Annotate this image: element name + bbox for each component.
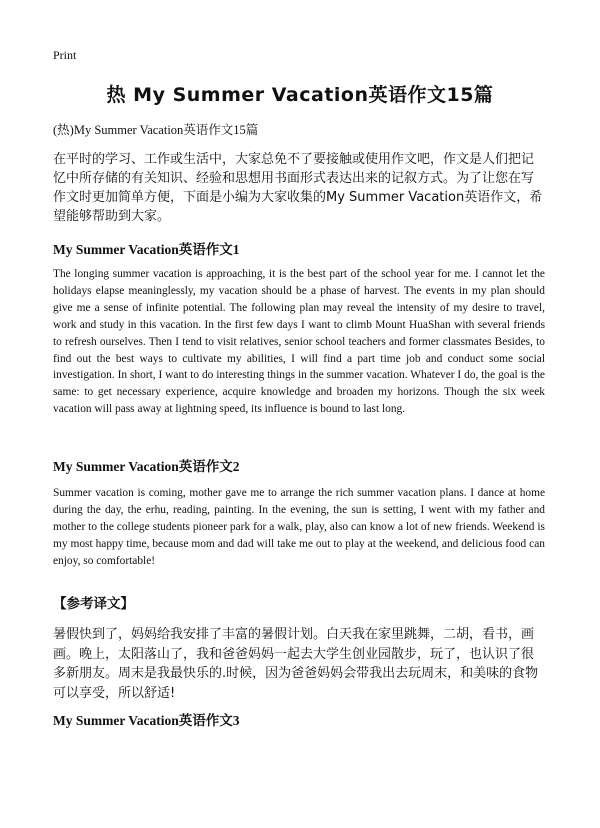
essay-3-heading: My Summer Vacation英语作文3 [53, 713, 240, 728]
page-subtitle: (热)My Summer Vacation英语作文15篇 [53, 123, 259, 137]
print-label[interactable]: Print [53, 48, 77, 62]
essay-1-heading: My Summer Vacation英语作文1 [53, 242, 240, 257]
page-title: 热 My Summer Vacation英语作文15篇 [106, 84, 494, 106]
reference-translation-heading: 【参考译文】 [53, 596, 134, 612]
essay-1-body: The longing summer vacation is approaching, it is the best part of the school year for me. I cannot let the holidays elapse meaninglessly, my vacation should be a phase of harvest. The events in my plan should give me a sense of infinite potential. The following plan may reveal the intensity of my desire to travel, work and study in this vacation. In the first few days I want to climb Mount HuaShan with several friends to refresh ourselves. Then I tend to visit relatives, senior school teachers and former classmates Besides, to find out the best ways to cultivate my abilities, I will find a part time job and conduct some social investigation. In short, I want to do interesting things in the summer vacation. Whatever I do, the goal is the same: to get necessary experience, acquire knowledge and broaden my horizons. Though the six week vacation will pass away at lightning speed, its influence is bound to last long. [53, 268, 545, 416]
essay-2-body: Summer vacation is coming, mother gave me to arrange the rich summer vacation plans. I dance at home during the day, the erhu, reading, painting. In the evening, the sun is setting, I went with my father and mother to the college students pioneer park for a walk, play, also can know a lot of new friends. Weekend is my most happy time, because mom and dad will take me out to play at the weekend, and delicious food can enjoy, so comfortable! [53, 487, 545, 567]
essay-2-heading: My Summer Vacation英语作文2 [53, 459, 240, 474]
reference-translation-text: 暑假快到了，妈妈给我安排了丰富的暑假计划。白天我在家里跳舞，二胡，看书，画画。晚上，太阳落山了，我和爸爸妈妈一起去大学生创业园散步，玩了，也认识了很多新朋友。周末是我最快乐的.时候，因为爸爸妈妈会带我出去玩周末，和美味的食物可以享受，所以舒适! [53, 627, 539, 701]
intro-paragraph: 在平时的学习、工作或生活中，大家总免不了要接触或使用作文吧，作文是人们把记忆中所存储的有关知识、经验和思想用书面形式表达出来的记叙方式。为了让您在写作文时更加简单方便，下面是小编为大家收集的My Summer Vacation英语作文，希望能够帮助到大家。 [53, 152, 543, 224]
